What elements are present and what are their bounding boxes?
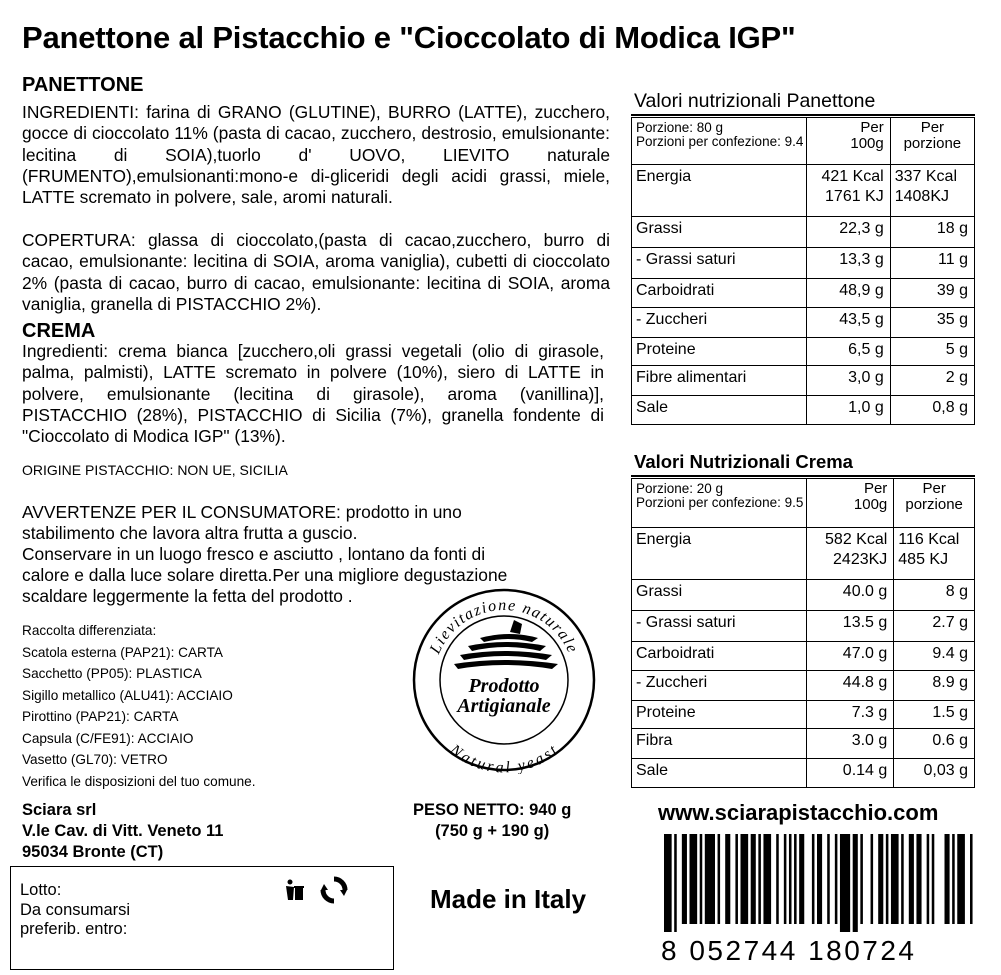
raccolta-line: Raccolta differenziata: [22,623,157,638]
nutrition-row [632,642,975,671]
peso-line: (750 g + 190 g) [435,822,550,840]
barcode-bar [932,834,935,924]
seal-top-text: Lievitazione naturale [426,596,582,657]
raccolta-line: Verifica le disposizioni del tuo comune. [22,773,256,789]
nutrition-crema-title: Valori Nutrizionali Crema [634,451,853,472]
barcode-bar [758,834,761,924]
lotto-line: preferib. entro: [20,920,128,938]
raccolta-line: Sigillo metallico (ALU41): ACCIAIO [22,687,233,703]
nutrient-label: Energia [632,165,807,217]
nutrient-per100: 0.14 g [807,759,894,788]
nutrient-portion: 9.4 g [894,642,975,671]
nutrient-label: Proteine [632,338,807,366]
nutrient-per100: 421 Kcal 1761 KJ [807,165,890,217]
address-line: V.le Cav. di Vitt. Veneto 11 [22,822,224,840]
nutrient-portion: 39 g [890,279,974,308]
nutrient-portion: 11 g [890,248,974,279]
barcode-bar [799,834,804,924]
nutrient-portion: 0.6 g [894,729,975,759]
barcode-bar [871,834,874,924]
nutrient-label: Energia [632,528,807,580]
nutrient-label: Carboidrati [632,642,807,671]
barcode-bar [927,834,930,924]
barcode-bar [860,834,863,924]
nutrient-label: - Grassi saturi [632,611,807,642]
seal-bottom-text: Natural yeast [446,741,562,774]
barcode-bar [700,834,703,924]
panettone-heading: PANETTONE [22,74,144,96]
nutrient-portion: 35 g [890,308,974,338]
raccolta-line: Sacchetto (PP05): PLASTICA [22,666,202,681]
barcode-bar [901,834,904,924]
barcode-bar [853,834,858,932]
avvertenze-line: AVVERTENZE PER IL CONSUMATORE: prodotto in uno [22,502,462,522]
nutrition-row [632,248,975,279]
crema-heading: CREMA [22,320,96,342]
nutrient-per100: 44.8 g [807,671,894,701]
recycle-bin-icon [284,878,304,907]
barcode-bar [835,834,838,924]
barcode-bar [952,834,955,924]
svg-text:Natural yeast [446,741,562,774]
raccolta-line: Pirottino (PAP21): CARTA [22,709,179,724]
nutrient-per100: 48,9 g [807,279,890,308]
nutrient-portion: 2.7 g [894,611,975,642]
nutrition-row [632,308,975,338]
nutrition-row [632,528,975,580]
nutrient-per100: 22,3 g [807,217,890,248]
barcode-bar [812,834,815,924]
barcode-bar [674,834,677,932]
nutrition-row [632,729,975,759]
company-address [22,800,223,863]
barcode-bar [718,834,721,924]
nutrient-portion: 8.9 g [894,671,975,701]
raccolta-differenziata [22,620,256,792]
nutrition-row [632,671,975,701]
col-header-100g: Per 100g [807,479,894,528]
nutrient-portion: 5 g [890,338,974,366]
barcode [664,834,974,934]
nutrient-per100: 13,3 g [807,248,890,279]
made-in-italy: Made in Italy [430,884,587,914]
barcode-bar [705,834,715,924]
peso-netto [413,800,571,842]
nutrition-row [632,165,975,217]
barcode-bar [957,834,965,924]
barcode-bar [970,834,973,924]
lotto-line: Da consumarsi [20,900,131,919]
nutrient-per100: 7.3 g [807,701,894,729]
barcode-bar [817,834,822,924]
barcode-bar [690,834,698,924]
nutrient-label: Carboidrati [632,279,807,308]
nutrient-per100: 6,5 g [807,338,890,366]
avvertenze-line: Conservare in un luogo fresco e asciutto , lontano da fonti di [22,544,486,564]
nutrient-portion: 337 Kcal 1408KJ [890,165,974,217]
nutrient-per100: 47.0 g [807,642,894,671]
barcode-bar [763,834,771,924]
avvertenze-line: stabilimento che lavora altra frutta a guscio. [22,523,358,543]
barcode-bar [725,834,730,924]
barcode-bar [776,834,779,924]
nutrient-per100: 13.5 g [807,611,894,642]
nutrient-per100: 3,0 g [807,366,890,396]
seal-line1: Prodotto [468,675,540,697]
barcode-bar [886,834,889,924]
nutrition-table-crema [631,478,975,788]
portion-info: Porzione: 20 g Porzioni per confezione: 9.5 [632,479,807,528]
barcode-bar [827,834,830,924]
nutrition-row [632,396,975,425]
nutrition-row [632,580,975,611]
barcode-bar [741,834,749,924]
nutrient-label: - Zuccheri [632,671,807,701]
lotto-line: Lotto: [20,881,62,899]
nutrition-row [632,611,975,642]
nutrient-label: Grassi [632,217,807,248]
peso-line: PESO NETTO: 940 g [413,801,572,819]
barcode-bar [664,834,672,932]
nutrition-row [632,759,975,788]
nutrition-row [632,338,975,366]
prodotto-artigianale-seal [410,586,598,779]
nutrient-portion: 116 Kcal 485 KJ [894,528,975,580]
nutrient-portion: 0,03 g [894,759,975,788]
nutrient-portion: 0,8 g [890,396,974,425]
svg-text:Lievitazione naturale [426,597,581,657]
barcode-bar [682,834,687,924]
nutrition-table-panettone [631,117,975,425]
raccolta-line: Scatola esterna (PAP21): CARTA [22,644,223,660]
nutrient-label: Fibre alimentari [632,366,807,396]
barcode-bar [945,834,950,924]
lotto-text [20,881,130,940]
raccolta-line: Capsula (C/FE91): ACCIAIO [22,730,194,746]
nutrient-per100: 582 Kcal 2423KJ [807,528,894,580]
nutrient-portion: 8 g [894,580,975,611]
col-header-portion: Per porzione [894,479,975,528]
barcode-bar [789,834,792,924]
address-line: Sciara srl [22,801,97,819]
nutrient-portion: 2 g [890,366,974,396]
website-url: www.sciarapistacchio.com [658,800,939,825]
panettone-copertura: COPERTURA: glassa di cioccolato,(pasta di cacao,zucchero, burro di cacao, emulsionante: lecitina di SOIA, aroma vaniglia), cubetti di cioccolato 2% (pasta di cacao, burro di cacao, emulsionante: lecitina di SOIA, aroma vaniglia, granella di PISTACCHIO 2%). [22,230,610,314]
barcode-bar [735,834,738,924]
barcode-bar [891,834,899,924]
nutrition-row [632,366,975,396]
barcode-bar [840,834,850,932]
recycle-arrows-icon [320,876,348,909]
nutrient-per100: 1,0 g [807,396,890,425]
avvertenze-line: calore e dalla luce solare diretta.Per una migliore degustazione [22,565,508,585]
avvertenze-line: scaldare leggermente la fetta del prodotto . [22,586,353,606]
crema-ingredients: Ingredienti: crema bianca [zucchero,oli grassi vegetali (olio di girasole, palma, palmisti), LATTE scremato in polvere (10%), siero di LATTE in polvere, emulsionante (lecitina di girasole), aroma (vanillina)], PISTACCHIO (28%), PISTACCHIO di Sicilia (7%), granella fondente di "Cioccolato di Modica IGP" (13%). [22,341,604,447]
barcode-bar [784,834,787,924]
barcode-bar [916,834,921,924]
barcode-bar [878,834,883,924]
seal-line2: Artigianale [457,695,551,717]
nutrient-label: Grassi [632,580,807,611]
portion-info: Porzione: 80 g Porzioni per confezione: 9.4 [632,118,807,165]
nutrient-label: Fibra [632,729,807,759]
barcode-digits: 8 052744 180724 [661,935,917,966]
bread-logo-icon [454,620,558,669]
page-title: Panettone al Pistacchio e "Cioccolato di Modica IGP" [22,20,796,55]
origine-pistacchio: ORIGINE PISTACCHIO: NON UE, SICILIA [22,462,288,478]
nutrition-row [632,217,975,248]
nutrition-row [632,279,975,308]
nutrient-per100: 43,5 g [807,308,890,338]
address-line: 95034 Bronte (CT) [22,843,164,861]
nutrient-portion: 18 g [890,217,974,248]
nutrient-label: - Grassi saturi [632,248,807,279]
nutrient-label: Sale [632,396,807,425]
nutrient-label: Proteine [632,701,807,729]
nutrition-panettone-title: Valori nutrizionali Panettone [634,90,876,112]
barcode-bar [751,834,756,924]
barcode-bar [794,834,797,924]
nutrient-label: - Zuccheri [632,308,807,338]
panettone-ingredients: INGREDIENTI: farina di GRANO (GLUTINE), BURRO (LATTE), zucchero, gocce di cioccolato 11% (pasta di cacao, zucchero, destrosio, emulsionante: lecitina di SOIA),tuorlo d' UOVO, LIEVITO naturale (FRUMENTO),emulsionanti:mono-e di-gliceridi degli acidi grassi, miele, LATTE scremato in polvere, sale, aromi naturali. [22,102,610,208]
nutrient-per100: 3.0 g [807,729,894,759]
nutrient-per100: 40.0 g [807,580,894,611]
barcode-bar [909,834,914,924]
col-header-100g: Per 100g [807,118,890,165]
nutrition-row [632,701,975,729]
nutrient-label: Sale [632,759,807,788]
raccolta-line: Vasetto (GL70): VETRO [22,752,168,767]
nutrient-portion: 1.5 g [894,701,975,729]
col-header-portion: Per porzione [890,118,974,165]
